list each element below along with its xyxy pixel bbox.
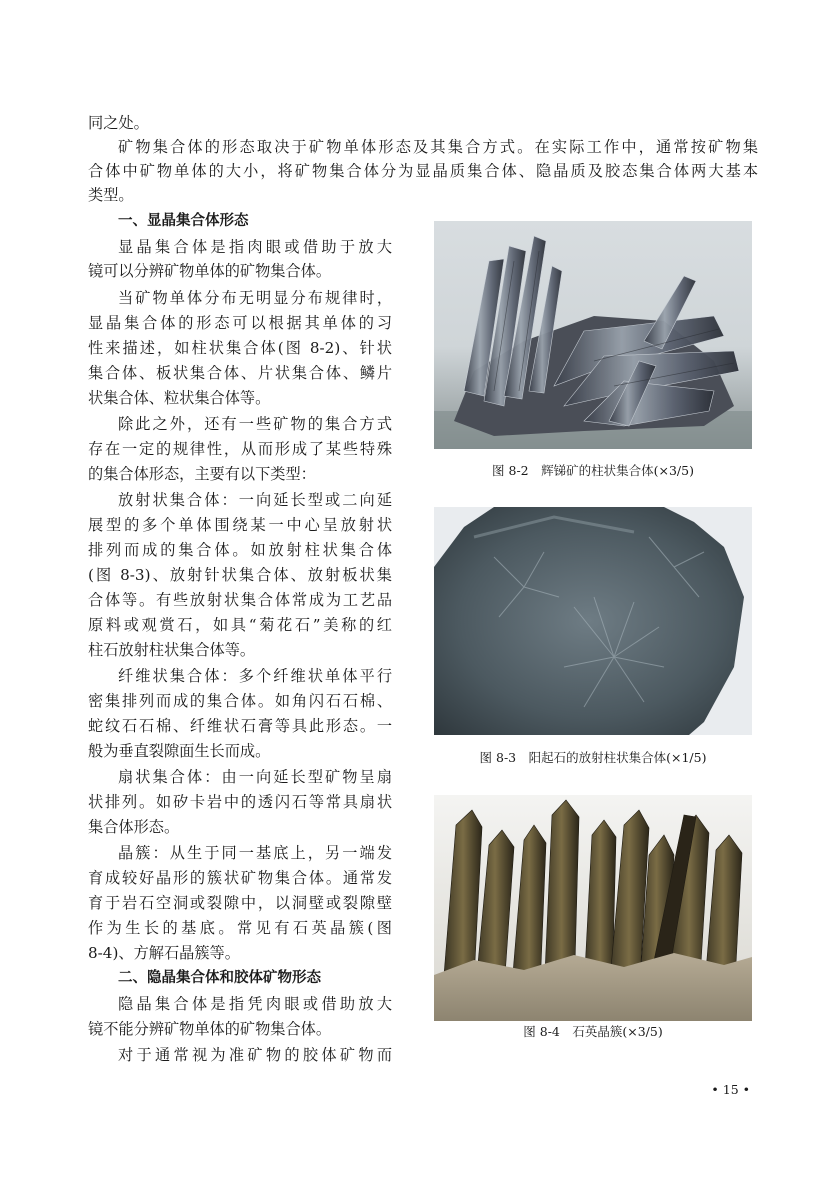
text-line: 除此之外，还有一些矿物的集合方式 bbox=[118, 415, 392, 433]
text-line: 密集排列而成的集合体。如角闪石石棉、 bbox=[88, 692, 392, 710]
text-line: 展型的多个单体围绕某一中心呈放射状 bbox=[88, 516, 392, 534]
text-line: 类型。 bbox=[88, 186, 134, 204]
text-line: 显晶集合体的形态可以根据其单体的习 bbox=[88, 314, 392, 332]
section-heading: 一、显晶集合体形态 bbox=[118, 213, 249, 229]
text-line: 柱石放射柱状集合体等。 bbox=[88, 641, 256, 659]
text-line: 原料或观赏石，如具“菊花石”美称的红 bbox=[88, 616, 392, 634]
section-heading: 二、隐晶集合体和胶体矿物形态 bbox=[118, 970, 321, 986]
figure-caption: 图 8-4 石英晶簇(×3/5) bbox=[523, 1024, 663, 1039]
figure-caption: 图 8-3 阳起石的放射柱状集合体(×1/5) bbox=[479, 750, 707, 765]
text-line: 扇状集合体：由一向延长型矿物呈扇 bbox=[118, 768, 392, 786]
text-line: 集合体、板状集合体、片状集合体、鳞片 bbox=[88, 364, 392, 382]
text-line: 放射状集合体：一向延长型或二向延 bbox=[118, 491, 392, 509]
text-line: 育成较好晶形的簇状矿物集合体。通常发 bbox=[88, 869, 392, 887]
text-line: (图 8-3)、放射针状集合体、放射板状集 bbox=[88, 566, 392, 584]
text-line: 镜可以分辨矿物单体的矿物集合体。 bbox=[88, 262, 331, 280]
text-line: 集合体形态。 bbox=[88, 818, 180, 836]
stibnite-photo bbox=[434, 221, 752, 449]
figure-caption: 图 8-2 辉锑矿的柱状集合体(×3/5) bbox=[492, 463, 694, 478]
text-line: 性来描述，如柱状集合体(图 8-2)、针状 bbox=[88, 339, 392, 357]
text-line: 隐晶集合体是指凭肉眼或借助放大 bbox=[118, 995, 392, 1013]
page-number: • 15 • bbox=[711, 1082, 750, 1097]
text-line: 般为垂直裂隙面生长而成。 bbox=[88, 742, 271, 760]
actinolite-photo bbox=[434, 507, 752, 735]
text-line: 的集合体形态，主要有以下类型： bbox=[88, 465, 316, 483]
text-line: 矿物集合体的形态取决于矿物单体形态及其集合方式。在实际工作中，通常按矿物集 bbox=[118, 138, 758, 156]
text-line: 作为生长的基底。常见有石英晶簇(图 bbox=[88, 919, 392, 937]
text-line: 排列而成的集合体。如放射柱状集合体 bbox=[88, 541, 392, 559]
text-line: 同之处。 bbox=[88, 114, 149, 132]
text-line: 状排列。如矽卡岩中的透闪石等常具扇状 bbox=[88, 793, 392, 811]
text-line: 状集合体、粒状集合体等。 bbox=[88, 389, 271, 407]
text-line: 纤维状集合体：多个纤维状单体平行 bbox=[118, 667, 392, 685]
text-line: 显晶集合体是指肉眼或借助于放大 bbox=[118, 238, 392, 256]
text-line: 8-4)、方解石晶簇等。 bbox=[88, 944, 240, 962]
quartz-cluster-photo bbox=[434, 795, 752, 1021]
text-line: 晶簇：从生于同一基底上，另一端发 bbox=[118, 844, 392, 862]
text-line: 当矿物单体分布无明显分布规律时， bbox=[118, 289, 392, 307]
text-line: 存在一定的规律性，从而形成了某些特殊 bbox=[88, 440, 392, 458]
text-line: 对于通常视为准矿物的胶体矿物而 bbox=[118, 1046, 392, 1064]
text-line: 镜不能分辨矿物单体的矿物集合体。 bbox=[88, 1020, 331, 1038]
text-line: 合体中矿物单体的大小，将矿物集合体分为显晶质集合体、隐晶质及胶态集合体两大基本 bbox=[88, 162, 758, 180]
text-line: 育于岩石空洞或裂隙中，以洞壁或裂隙壁 bbox=[88, 894, 392, 912]
text-line: 合体等。有些放射状集合体常成为工艺品 bbox=[88, 591, 392, 609]
text-line: 蛇纹石石棉、纤维状石膏等具此形态。一 bbox=[88, 717, 392, 735]
